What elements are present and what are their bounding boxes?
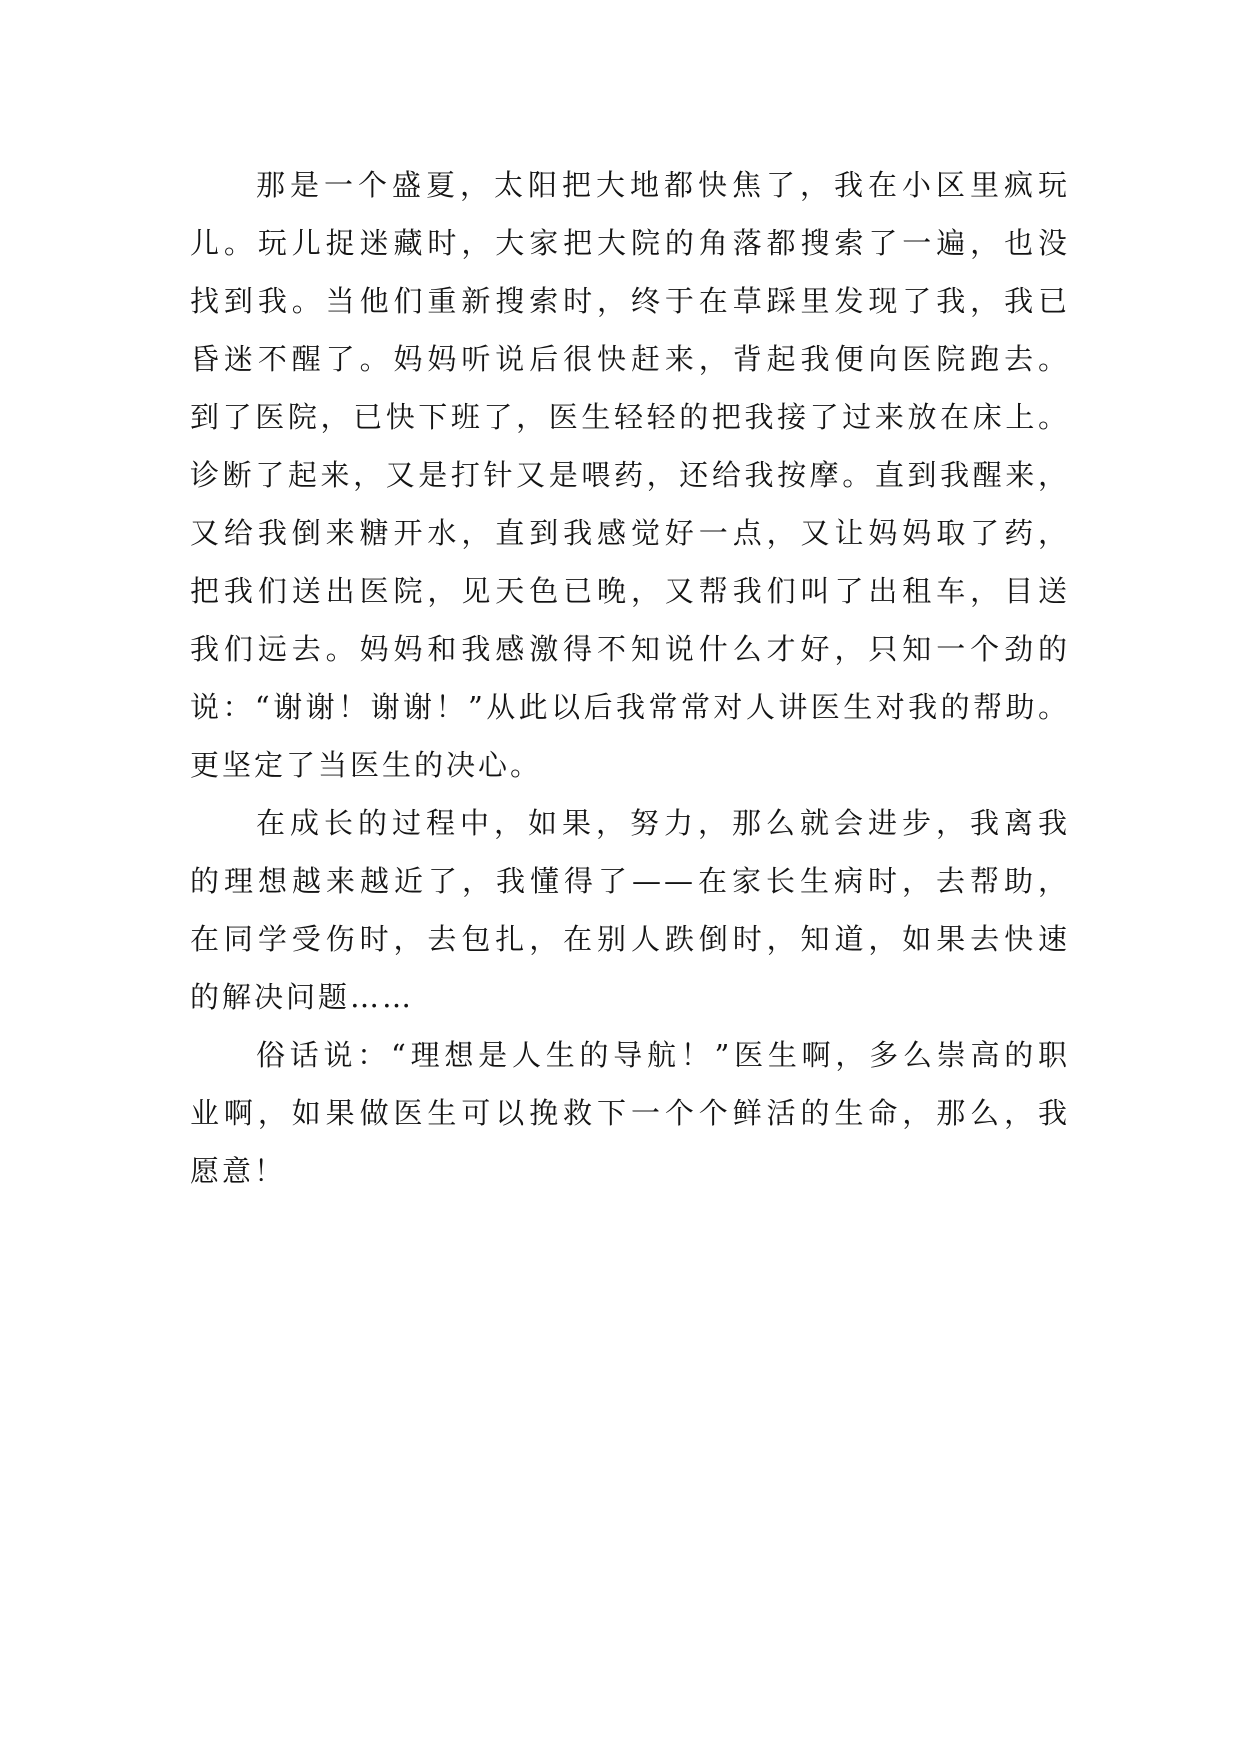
paragraph-line: 的理想越来越近了，我懂得了——在家长生病时，去帮助， [190,864,1070,898]
paragraph-line: 说：“谢谢！谢谢！”从此以后我常常对人讲医生对我的帮助。 [190,690,1070,724]
paragraph-1 [190,156,1070,794]
paragraph-line: 愿意！ [190,1154,287,1188]
paragraph-line: 业啊，如果做医生可以挽救下一个个鲜活的生命，那么，我 [190,1096,1070,1130]
paragraph-line: 的解决问题…… [190,980,415,1014]
paragraph-line: 到了医院，已快下班了，医生轻轻的把我接了过来放在床上。 [190,400,1070,434]
paragraph-line: 诊断了起来，又是打针又是喂药，还给我按摩。直到我醒来， [190,458,1070,492]
paragraph-line: 把我们送出医院，见天色已晚，又帮我们叫了出租车，目送 [190,574,1070,608]
paragraph-2 [190,794,1070,1026]
paragraph-line: 找到我。当他们重新搜索时，终于在草踩里发现了我，我已 [190,284,1070,318]
paragraph-line: 昏迷不醒了。妈妈听说后很快赶来，背起我便向医院跑去。 [190,342,1070,376]
paragraph-line: 儿。玩儿捉迷藏时，大家把大院的角落都搜索了一遍，也没 [190,226,1070,260]
paragraph-line: 在成长的过程中，如果，努力，那么就会进步，我离我 [256,806,1070,840]
paragraph-line: 那是一个盛夏，太阳把大地都快焦了，我在小区里疯玩 [256,168,1070,202]
paragraph-line: 又给我倒来糖开水，直到我感觉好一点，又让妈妈取了药， [190,516,1070,550]
paragraph-line: 俗话说：“理想是人生的导航！”医生啊，多么崇高的职 [256,1038,1070,1072]
body-text [190,156,1070,1200]
paragraph-line: 在同学受伤时，去包扎，在别人跌倒时，知道，如果去快速 [190,922,1070,956]
paragraph-line: 更坚定了当医生的决心。 [190,748,543,782]
paragraph-line: 我们远去。妈妈和我感激得不知说什么才好，只知一个劲的 [190,632,1070,666]
paragraph-3 [190,1026,1070,1200]
